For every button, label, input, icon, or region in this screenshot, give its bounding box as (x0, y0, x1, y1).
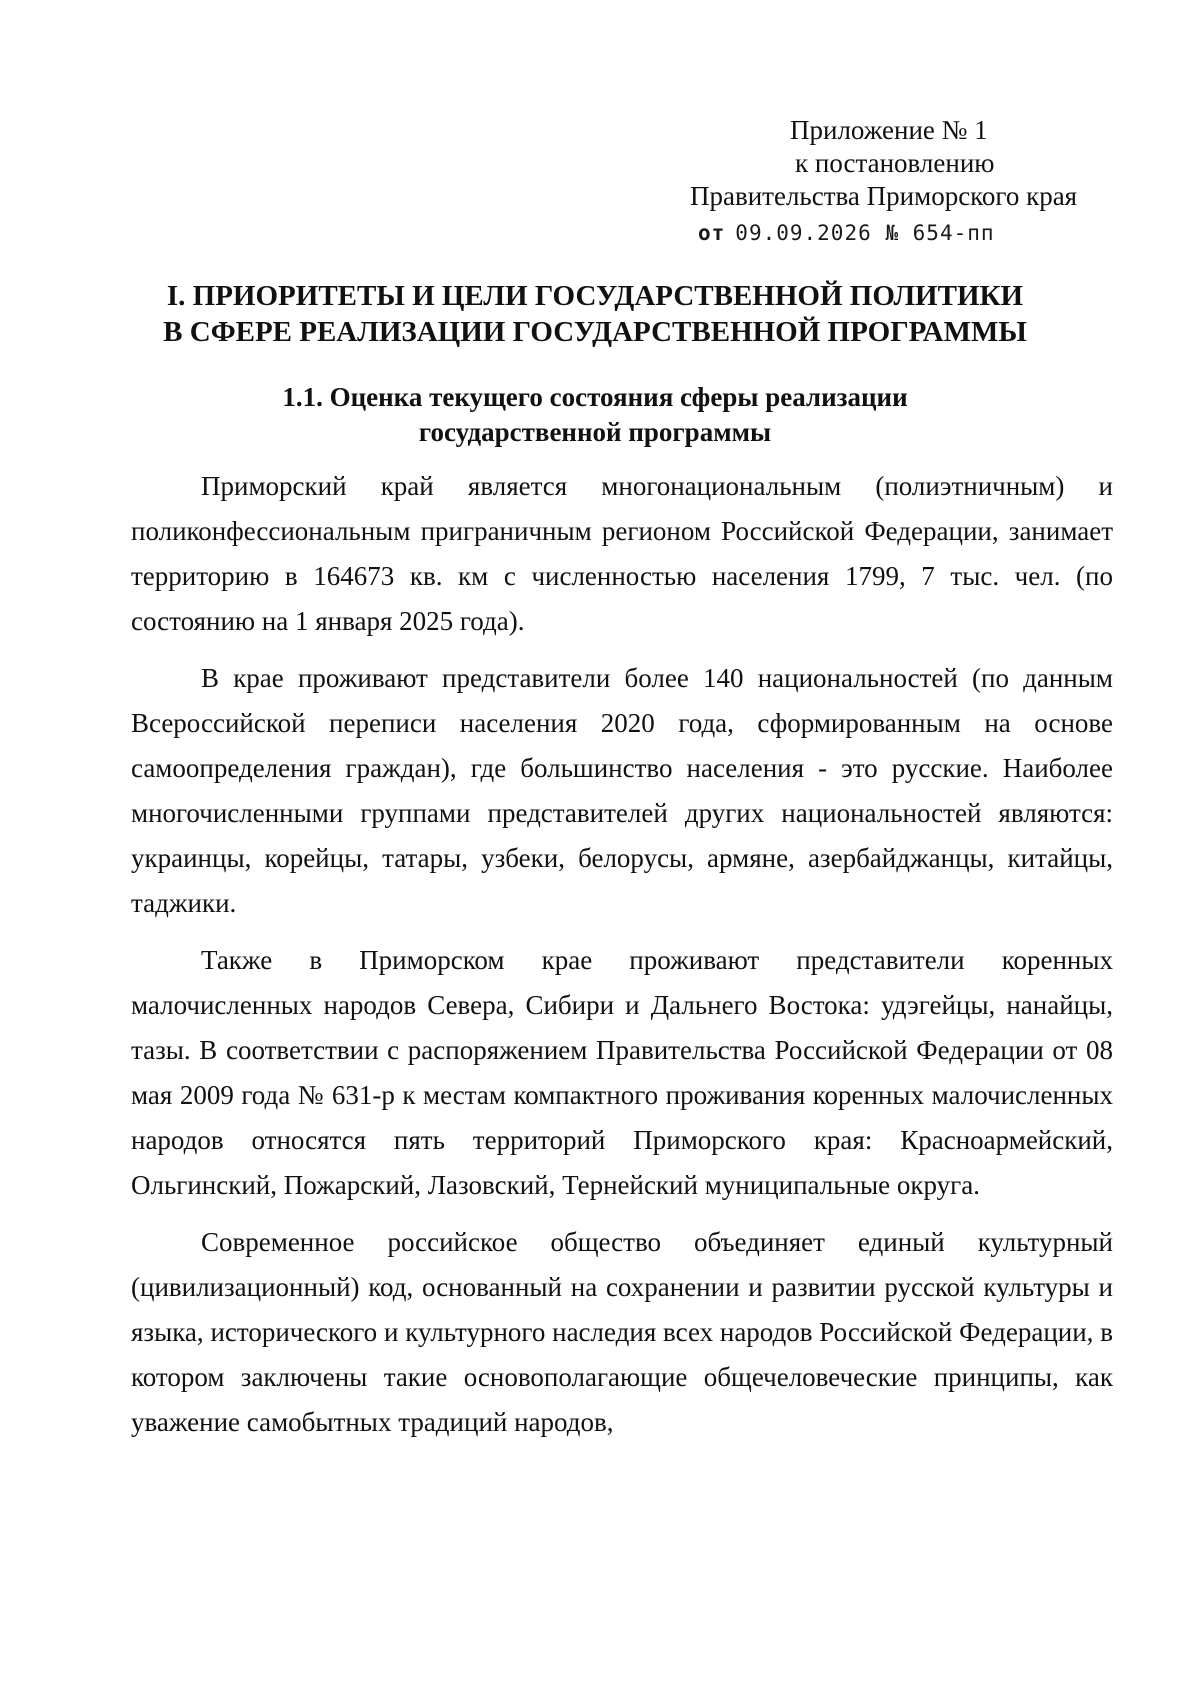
body-paragraph: Приморский край является многонациональным (полиэтничным) и поликонфессиональным приграничным регионом Российской Федерации, занимает территорию в 164673 кв. км с численностью населения 1799, 7 тыс. чел. (по состоянию на 1 января 2025 года). (131, 471, 1113, 636)
resolution-date-number (698, 221, 995, 245)
body-paragraph: В крае проживают представители более 140 национальностей (по данным Всероссийской переписи населения 2020 года, сформированным на основе самоопределения граждан), где большинство населения - это русские. Наиболее многочисленными группами представителей других национальностей являются: украинцы, корейцы, татары, узбеки, белорусы, армяне, азербайджанцы, китайцы, таджики. (131, 663, 1113, 918)
appendix-number: Приложение № 1 (790, 115, 988, 145)
section-title-line: I. ПРИОРИТЕТЫ И ЦЕЛИ ГОСУДАРСТВЕННОЙ ПОЛИТИКИ (166, 280, 1024, 312)
document-body (131, 464, 1113, 1445)
subsection-title (130, 380, 1060, 450)
appendix-block (690, 114, 1110, 213)
subsection-title-line: 1.1. Оценка текущего состояния сферы реализации (282, 382, 908, 412)
body-paragraph: Современное российское общество объединяет единый культурный (цивилизационный) код, основанный на сохранении и развитии русской культуры и языка, исторического и культурного наследия всех народов Российской Федерации, в котором заключены такие основополагающие общечеловеческие принципы, как уважение самобытных традиций народов, (131, 1227, 1113, 1437)
subsection-title-line: государственной программы (418, 417, 772, 447)
appendix-authority: Правительства Приморского края (690, 181, 1078, 211)
section-title-line: В СФЕРЕ РЕАЛИЗАЦИИ ГОСУДАРСТВЕННОЙ ПРОГРАММЫ (163, 316, 1027, 348)
body-paragraph: Также в Приморском крае проживают представители коренных малочисленных народов Севера, Сибири и Дальнего Востока: удэгейцы, нанайцы, тазы. В соответствии с распоряжением Правительства Российской Федерации от 08 мая 2009 года № 631-р к местам компактного проживания коренных малочисленных народов относятся пять территорий Приморского края: Красноармейский, Ольгинский, Пожарский, Лазовский, Тернейский муниципальные округа. (131, 945, 1113, 1200)
resolution-date-prefix: от (698, 221, 726, 245)
appendix-reference: к постановлению (795, 148, 995, 178)
resolution-date-value: 09.09.2026 № 654-пп (735, 221, 995, 245)
section-title (130, 278, 1060, 350)
